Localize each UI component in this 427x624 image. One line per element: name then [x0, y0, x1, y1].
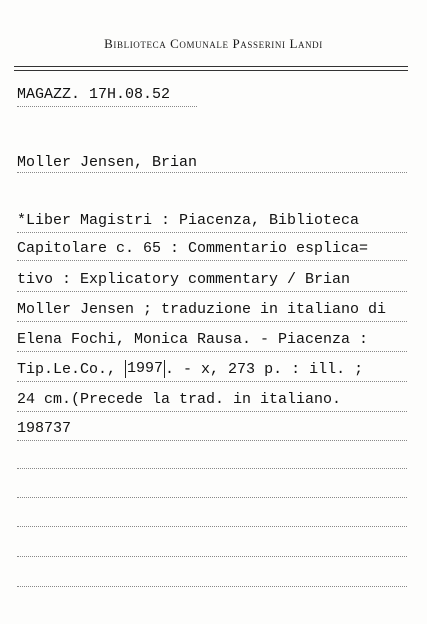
- publisher-text: Tip.Le.Co.,: [17, 361, 126, 378]
- empty-rule: [17, 468, 407, 469]
- body-rule-7: [17, 411, 407, 412]
- empty-rule: [17, 497, 407, 498]
- publication-year: 1997: [127, 360, 164, 377]
- body-rule-6: [17, 381, 407, 382]
- body-line-2: Capitolare c. 65 : Commentario esplica=: [17, 240, 369, 257]
- body-line-4: Moller Jensen ; traduzione in italiano di: [17, 301, 387, 318]
- library-header: Biblioteca Comunale Passerini Landi: [104, 36, 323, 51]
- body-rule-2: [17, 260, 407, 261]
- header-double-rule: [14, 66, 408, 71]
- empty-rule: [17, 586, 407, 587]
- shelfmark-rule: [17, 106, 197, 107]
- body-rule-4: [17, 321, 407, 322]
- body-line-7: 24 cm.(Precede la trad. in italiano.: [17, 391, 342, 408]
- inventory-number: 198737: [17, 420, 72, 437]
- body-rule-5: [17, 351, 407, 352]
- body-line-1: *Liber Magistri : Piacenza, Biblioteca: [17, 212, 360, 229]
- empty-rule: [17, 526, 407, 527]
- body-rule-3: [17, 291, 407, 292]
- shelfmark: MAGAZZ. 17H.08.52: [17, 86, 171, 103]
- body-line-3: tivo : Explicatory commentary / Brian: [17, 271, 351, 288]
- body-rule-1: [17, 232, 407, 233]
- heading-rule: [17, 172, 407, 173]
- body-line-5: Elena Fochi, Monica Rausa. - Piacenza :: [17, 331, 369, 348]
- body-line-6: [17, 361, 363, 379]
- collation-text: . - x, 273 p. : ill. ;: [165, 361, 364, 378]
- author-heading: Moller Jensen, Brian: [17, 154, 198, 171]
- body-rule-8: [17, 440, 407, 441]
- empty-rule: [17, 556, 407, 557]
